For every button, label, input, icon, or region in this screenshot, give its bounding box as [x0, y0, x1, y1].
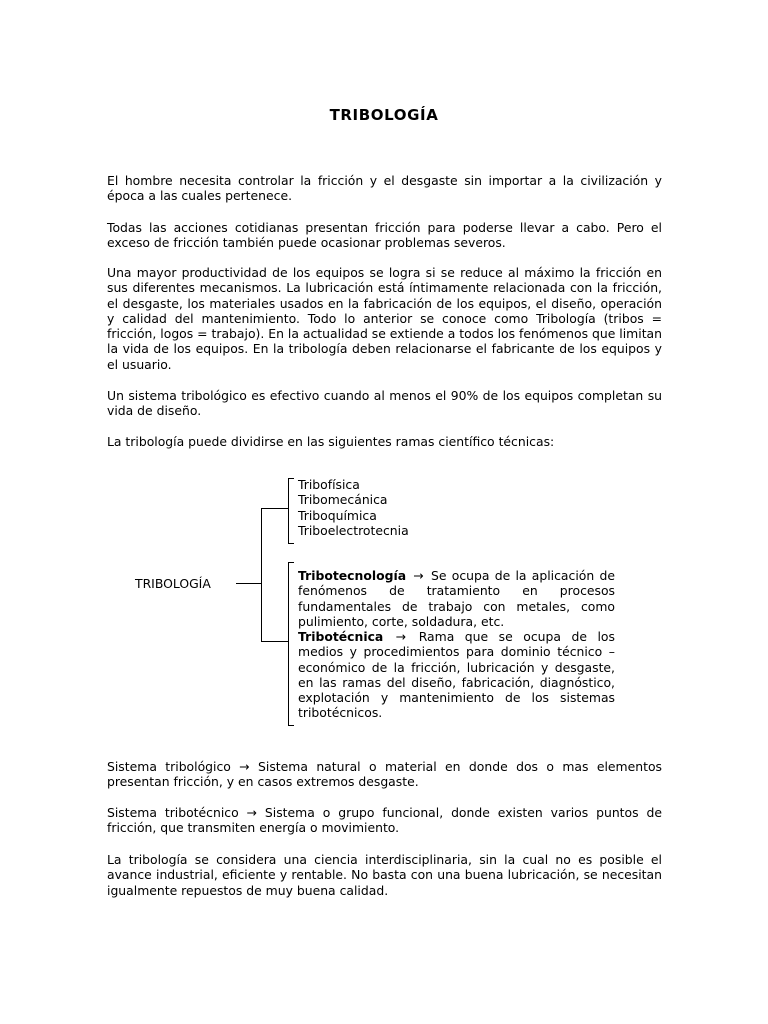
bracket-upper-bottom-tick — [288, 543, 294, 544]
paragraph-productivity: Una mayor productividad de los equipos se logra si se reduce al máximo la fricción en sus diferentes mecanismos. La lubricación está íntimamente relacionada con la fricción, el desgaste, los materiales usados en la fabricación de los equipos, el diseño, operación y calidad del mantenimiento. Todo lo anterior se conoce como Tribología (tribos = fricción, logos = trabajo). En la actualidad se extiende a todos los fenómenos que limitan la vida de los equipos. En la tribología deben relacionarse el fabricante de los equipos y el usuario. — [107, 265, 662, 372]
branch-item: Triboelectrotecnia — [298, 522, 409, 538]
paragraph-tribological-system: Sistema tribológico → Sistema natural o material en donde dos o mas elementos presentan fricción, y en casos extremos desgaste. — [107, 759, 662, 790]
diagram-root-label: TRIBOLOGÍA — [135, 576, 211, 591]
page-title: TRIBOLOGÍA — [329, 106, 439, 124]
branch-list — [298, 477, 409, 538]
paragraph-actions: Todas las acciones cotidianas presentan fricción para poderse llevar a cabo. Pero el exceso de fricción también puede ocasionar problemas severos. — [107, 220, 662, 251]
branch-item: Tribofísica — [298, 477, 360, 492]
paragraph-tribotechnical-system: Sistema tribotécnico → Sistema o grupo funcional, donde existen varios puntos de fricción, que transmiten energía o movimiento. — [107, 805, 662, 836]
arrow-icon: → — [413, 568, 424, 583]
definition-tribotecnica — [298, 629, 615, 721]
bracket-lower-vertical — [288, 562, 289, 726]
bracket-upper-stem — [261, 508, 289, 509]
bracket-lower-bottom-tick — [288, 725, 294, 726]
definition-term: Tribotecnología — [298, 568, 407, 583]
bracket-root-connector — [236, 583, 262, 584]
branch-item: Tribomecánica — [298, 492, 388, 508]
bracket-lower-stem — [261, 641, 289, 642]
bracket-upper-top-tick — [288, 478, 294, 479]
arrow-icon: → — [395, 629, 407, 644]
paragraph-branches-intro: La tribología puede dividirse en las siguientes ramas científico técnicas: — [107, 434, 555, 449]
bracket-main-vertical — [261, 508, 262, 642]
definition-tribotecnologia — [298, 568, 615, 629]
bracket-upper-vertical — [288, 478, 289, 544]
definition-text: Se ocupa de la aplicación de fenómenos de tratamiento en procesos fundamentales de trabajo con metales, como pulimiento, corte, soldadura, etc. — [298, 568, 615, 629]
paragraph-effective-system: Un sistema tribológico es efectivo cuando al menos el 90% de los equipos completan su vida de diseño. — [107, 388, 662, 419]
paragraph-intro: El hombre necesita controlar la fricción y el desgaste sin importar a la civilización y época a las cuales pertenece. — [107, 173, 662, 204]
definition-text: Rama que se ocupa de los medios y procedimientos para dominio técnico – económico de la fricción, lubricación y desgaste, en las ramas del diseño, fabricación, diagnóstico, explotación y mantenimiento de los sistemas tribotécnicos. — [298, 629, 615, 721]
definition-term: Tribotécnica — [298, 629, 384, 644]
bracket-lower-top-tick — [288, 562, 294, 563]
paragraph-interdisciplinary: La tribología se considera una ciencia interdisciplinaria, sin la cual no es posible el avance industrial, eficiente y rentable. No basta con una buena lubricación, se necesitan igualmente repuestos de muy buena calidad. — [107, 852, 662, 898]
branch-item: Triboquímica — [298, 507, 377, 523]
